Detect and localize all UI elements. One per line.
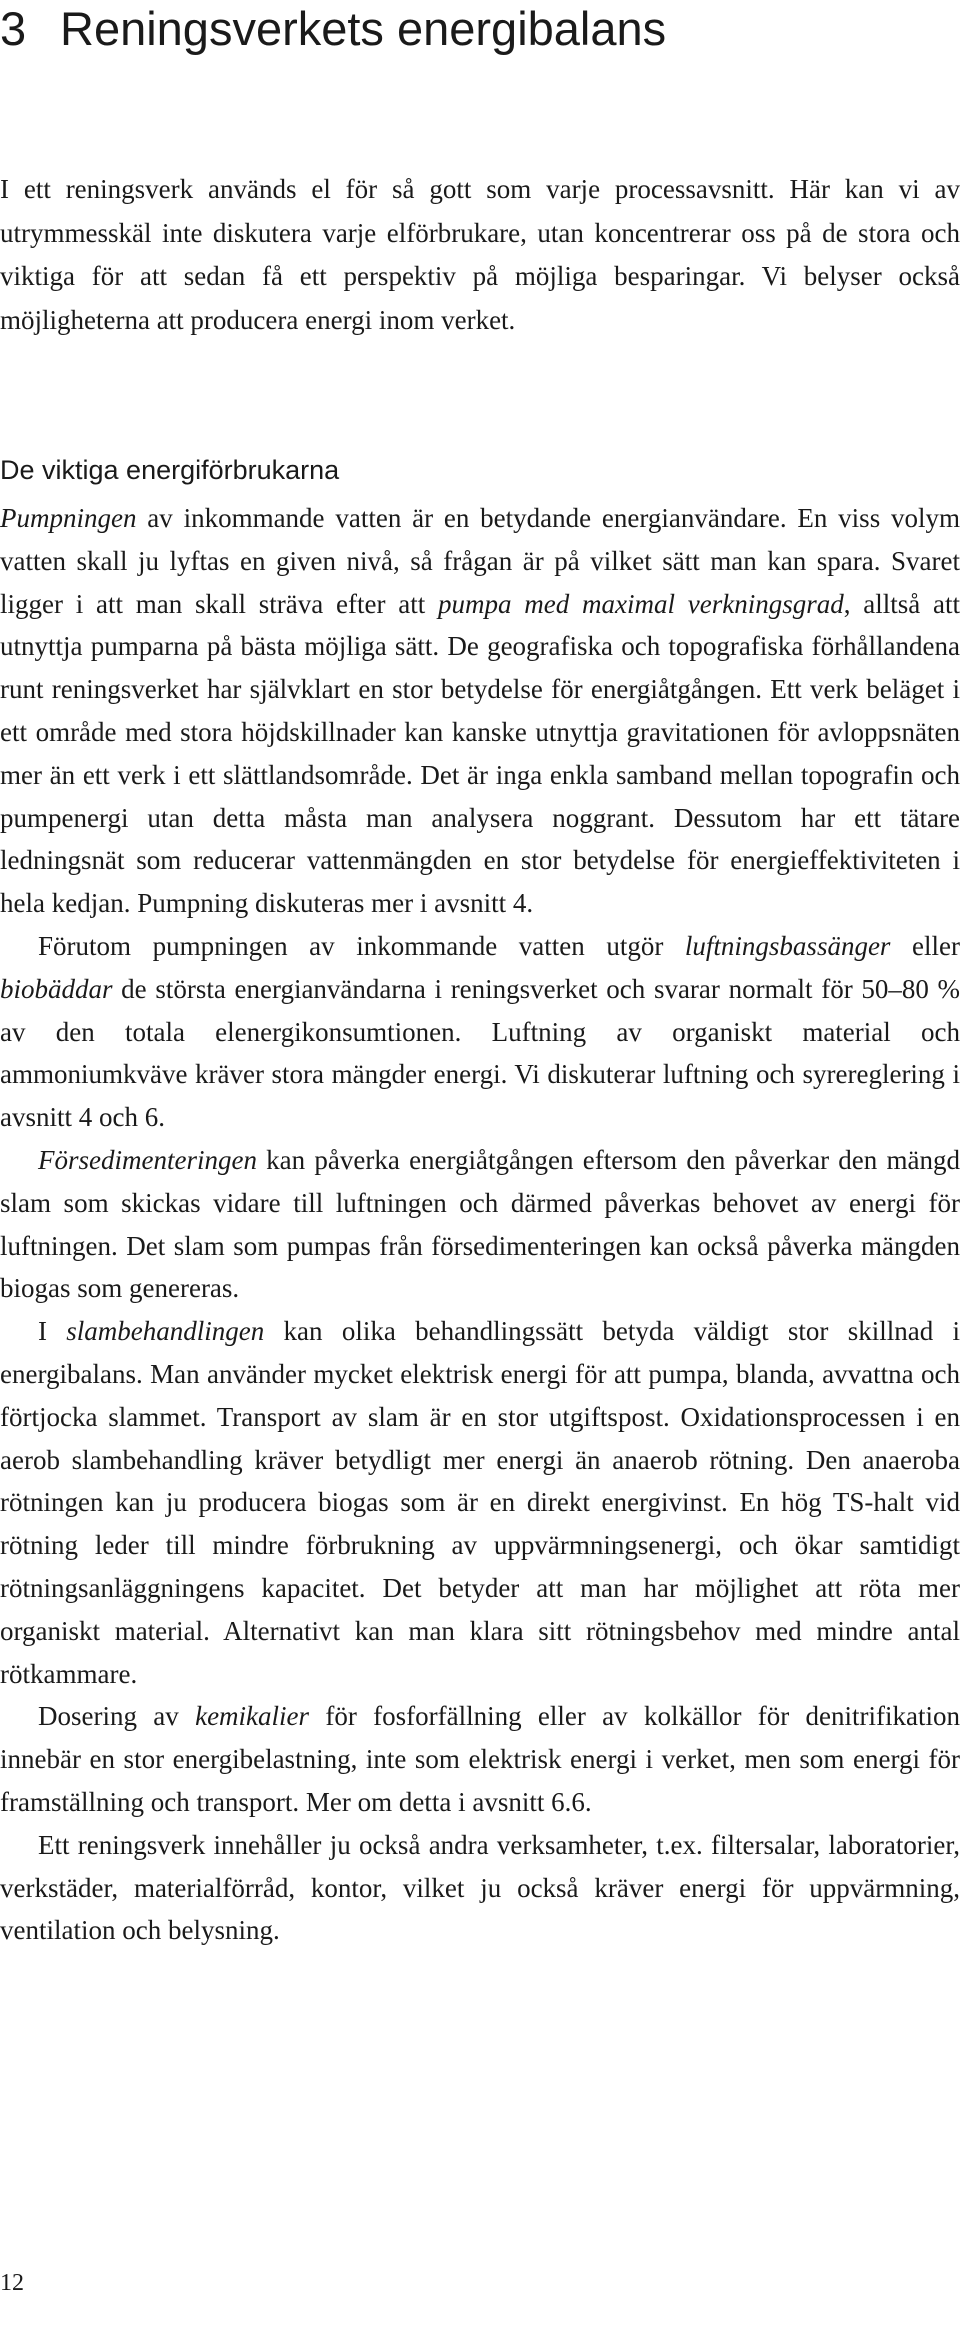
paragraph-kemikalier: Dosering av kemikalier för fosforfällning eller av kolkällor för denitrifikation innebär en stor energibelastning, inte som elektrisk energi i verket, men som energi för framställning och transport. Mer om detta i avsnitt 6.6. — [0, 1701, 960, 1817]
term-luftningsbassanger: luftningsbassänger — [684, 930, 891, 961]
intro-paragraph: I ett reningsverk används el för så gott som varje processavsnitt. Här kan vi av utrymmesskäl inte diskutera varje elförbrukare, utan koncentrerar oss på de stora och viktiga för att sedan få ett perspektiv på möjliga besparingar. Vi belyser också möjligheterna att producera energi inom verket. — [0, 174, 960, 335]
paragraph-forsedimentering: Försedimenteringen kan påverka energiåtgången eftersom den påverkar den mängd slam som skickas vidare till luftningen och därmed påverkas behovet av energi för luftningen. Det slam som pumpas från försedimenteringen kan också påverka mängden biogas som genereras. — [0, 1144, 960, 1304]
term-pumpningen: Pumpningen — [0, 503, 137, 533]
chapter-title: Reningsverkets energibalans — [60, 2, 667, 55]
paragraph-luftning: Förutom pumpningen av inkommande vatten utgör luftningsbassänger eller biobäddar de största energianvändarna i reningsverket och svarar normalt för 50–80 % av den totala elenergikonsumtionen. Luftning av organiskt material och ammoniumkväve kräver stora mängder energi. Vi diskuterar luftning och syrereglering i avsnitt 4 och 6. — [0, 930, 960, 1133]
term-pumpa-verkningsgrad: pumpa med maximal verkningsgrad — [438, 588, 844, 619]
term-slambehandlingen: slambehandlingen — [66, 1316, 265, 1347]
chapter-heading — [0, 0, 960, 60]
section-heading: De viktiga energiförbrukarna — [0, 455, 340, 485]
term-forsedimenteringen: Försedimenteringen — [38, 1144, 257, 1175]
chapter-number: 3 — [0, 2, 27, 55]
term-biobaddar: biobäddar — [0, 973, 113, 1004]
paragraph-pumpning: Pumpningen av inkommande vatten är en betydande energianvändare. En viss volym vatten skall ju lyftas en given nivå, så frågan är på vilket sätt man kan spara. Svaret ligger i att man skall sträva efter att pumpa med maximal verkningsgrad, alltså att utnyttja pumparna på bästa möjliga sätt. De geografiska och topografiska förhållandena runt reningsverket har självklart en stor betydelse för energiåtgången. Ett verk beläget i ett område med stora höjdskillnader kan kanske utnyttja gravitationen för avloppsnäten mer än ett verk i ett slättlandsområde. Det är inga enkla samband mellan topografin och pumpenergi utan detta måsta man analysera noggrant. Dessutom har ett tätare ledningsnät som reducerar vattenmängden en stor betydelse för energieffektiviteten i hela kedjan. Pumpning diskuteras mer i avsnitt 4. — [0, 503, 960, 919]
term-kemikalier: kemikalier — [195, 1701, 310, 1732]
paragraph-ovriga-verksamheter: Ett reningsverk innehåller ju också andra verksamheter, t.ex. filtersalar, laboratorier, verkstäder, materialförråd, kontor, vilket ju också kräver energi för uppvärmning, ventilation och belysning. — [0, 1829, 960, 1946]
paragraph-slambehandling: I slambehandlingen kan olika behandlingssätt betyda väldigt stor skillnad i energibalans. Man använder mycket elektrisk energi för att pumpa, blanda, avvattna och förtjocka slammet. Transport av slam är en stor utgiftspost. Oxidationsprocessen i en aerob slambehandling kräver betydligt mer energi än anaerob rötning. Den anaeroba rötningen kan ju producera biogas som är en direkt energivinst. En hög TS-halt vid rötning leder till mindre förbrukning av uppvärmningsenergi, och ökar samtidigt rötningsanläggningens kapacitet. Det betyder att man har möjlighet att röta mer organiskt material. Alternativt kan man klara sitt rötningsbehov med mindre antal rötkammare. — [0, 1316, 960, 1689]
section-body — [0, 497, 960, 1952]
page-number: 12 — [0, 2270, 24, 2296]
